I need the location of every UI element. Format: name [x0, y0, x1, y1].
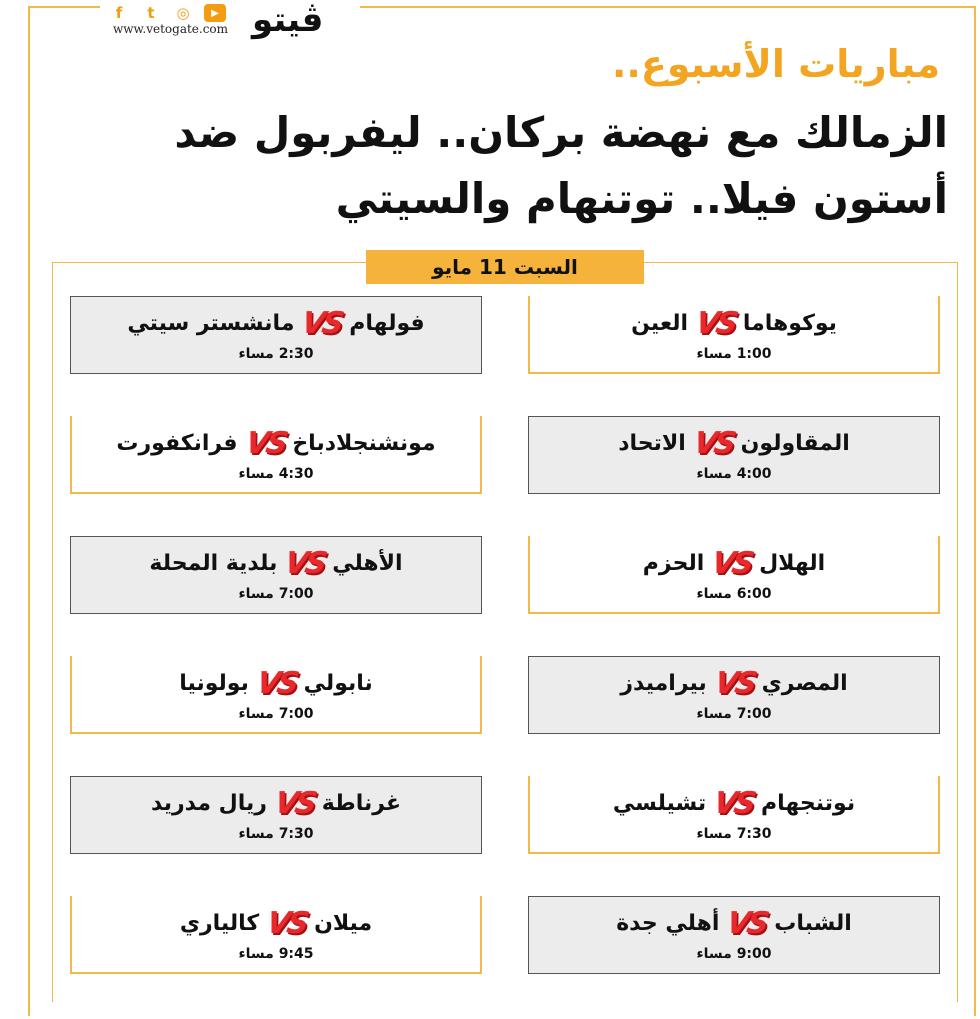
match-teams	[528, 546, 940, 581]
vs-icon: VS	[711, 786, 757, 821]
home-team: نوتنجهام	[761, 791, 856, 816]
home-team: نابولي	[303, 671, 373, 696]
home-team: مونشنجلادباخ	[292, 431, 436, 456]
home-team: الهلال	[759, 551, 826, 576]
vs-icon: VS	[253, 666, 299, 701]
kickoff-time: 9:00 مساء	[696, 946, 772, 962]
veto-logo: ڤيتو	[252, 0, 324, 40]
away-team: ريال مدريد	[150, 791, 267, 816]
match-teams	[70, 666, 482, 701]
away-team: الحزم	[642, 551, 705, 576]
kickoff-time: 7:00 مساء	[238, 706, 314, 722]
kickoff-time: 7:00 مساء	[696, 706, 772, 722]
facebook-icon[interactable]: f	[115, 4, 123, 22]
home-team: الشباب	[774, 911, 852, 936]
away-team: مانشستر سيتي	[127, 311, 295, 336]
match-teams	[528, 306, 940, 341]
headline: الزمالك مع نهضة بركان.. ليفربول ضد أستون فيلا.. توتنهام والسيتي	[174, 108, 948, 223]
vs-icon: VS	[709, 546, 755, 581]
away-team: بولونيا	[179, 671, 249, 696]
kickoff-time: 4:30 مساء	[238, 466, 314, 482]
site-url[interactable]: www.vetogate.com	[113, 22, 229, 36]
vs-icon: VS	[711, 666, 757, 701]
kickoff-time: 9:45 مساء	[238, 946, 314, 962]
match-card	[528, 416, 940, 494]
home-team: المصري	[761, 671, 848, 696]
home-team: المقاولون	[740, 431, 850, 456]
kickoff-time: 4:00 مساء	[696, 466, 772, 482]
match-teams	[70, 546, 482, 581]
away-team: تشيلسي	[612, 791, 707, 816]
away-team: الاتحاد	[618, 431, 686, 456]
match-teams	[70, 306, 482, 341]
away-team: بلدية المحلة	[149, 551, 278, 576]
match-teams	[528, 906, 940, 941]
kickoff-time: 1:00 مساء	[696, 346, 772, 362]
away-team: فرانكفورت	[116, 431, 238, 456]
match-card	[70, 296, 482, 374]
match-card	[528, 896, 940, 974]
kickoff-time: 7:30 مساء	[238, 826, 314, 842]
instagram-icon[interactable]: ◎	[176, 4, 190, 22]
home-team: ميلان	[314, 911, 373, 936]
match-card	[528, 656, 940, 734]
home-team: غرناطة	[321, 791, 402, 816]
match-card	[70, 536, 482, 614]
youtube-icon[interactable]: ▶	[204, 4, 226, 22]
vs-icon: VS	[299, 306, 345, 341]
kickoff-time: 7:00 مساء	[238, 586, 314, 602]
vs-icon: VS	[692, 306, 738, 341]
date-banner: السبت 11 مايو	[366, 250, 644, 284]
vs-icon: VS	[242, 426, 288, 461]
match-teams	[70, 786, 482, 821]
match-card	[70, 656, 482, 734]
vs-icon: VS	[264, 906, 310, 941]
home-team: الأهلي	[332, 551, 403, 576]
match-teams	[528, 666, 940, 701]
kicker-title: مباريات الأسبوع..	[612, 42, 940, 86]
kickoff-time: 7:30 مساء	[696, 826, 772, 842]
home-team: فولهام	[349, 311, 425, 336]
away-team: أهلي جدة	[616, 911, 720, 936]
social-links	[108, 4, 226, 22]
vs-icon: VS	[282, 546, 328, 581]
match-teams	[70, 426, 482, 461]
match-card	[528, 296, 940, 374]
match-teams	[528, 786, 940, 821]
match-card	[528, 536, 940, 614]
kickoff-time: 2:30 مساء	[238, 346, 314, 362]
match-card	[70, 896, 482, 974]
twitter-icon[interactable]: t	[147, 4, 155, 22]
match-card	[528, 776, 940, 854]
away-team: العين	[631, 311, 689, 336]
match-card	[70, 416, 482, 494]
vs-icon: VS	[690, 426, 736, 461]
kickoff-time: 6:00 مساء	[696, 586, 772, 602]
match-teams	[70, 906, 482, 941]
away-team: كالياري	[179, 911, 260, 936]
vs-icon: VS	[271, 786, 317, 821]
vs-icon: VS	[724, 906, 770, 941]
home-team: يوكوهاما	[742, 311, 837, 336]
match-teams	[528, 426, 940, 461]
match-card	[70, 776, 482, 854]
away-team: بيراميدز	[620, 671, 707, 696]
